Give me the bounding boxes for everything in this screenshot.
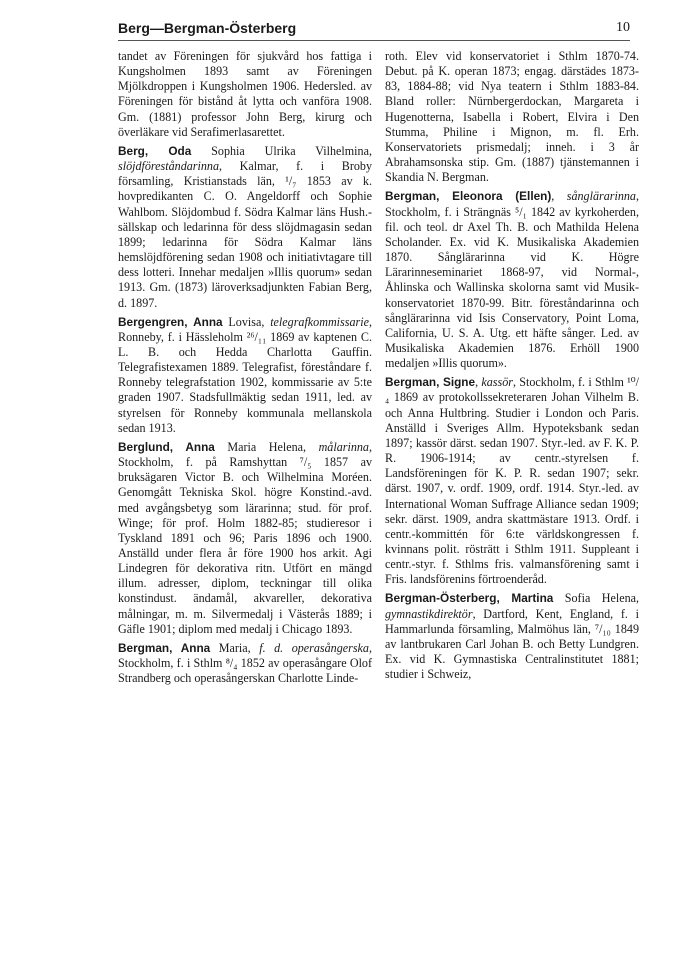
entry-occupation: sånglärarinna [566, 189, 636, 204]
entry-given-names: , [475, 375, 482, 390]
entry-body: , Stockholm, f. i Sthlm ⁸/₄ 1852 av operasångare Olof Strandberg och operasångerskan Charlotte Linde- [118, 640, 372, 686]
entry-given-names: Lovisa, [222, 314, 271, 329]
entry-occupation: telegrafkommissarie [270, 314, 369, 329]
entry-headword: Bergman, Eleonora (Ellen) [385, 189, 552, 204]
entry-occupation: målarinna [318, 439, 369, 454]
entry-given-names: Maria, [210, 640, 260, 655]
running-head [118, 20, 630, 41]
entry-body: , Ronneby, f. i Hässleholm ²⁶/₁₁ 1869 av kaptenen C. L. B. och Hedda Charlotta Gauffin. Telegrafistexamen 1889. Telegrafist, föreståndare f. Ronneby telegrafstation 1902, kommissarie av 5:te graden 1907. Stadsfullmäktig sedan 1911, led. av styrelsen för Ronneby kommunala mellanskola sedan 1913. [118, 314, 372, 435]
entry-cont-bergman-anna [385, 49, 639, 185]
entry-body: roth. Elev vid konservatoriet i Sthlm 1870-74. Debut. på K. operan 1873; engag. därstädes 1873-83, 1884-88; vid Nya teatern i Sthlm 1883-84. Bland roller: Nürnbergerdockan, Margareta i Hugenotterna, Isabella i Robert, Elvira i Den Stumma, Philine i Mignon, m. fl. Erh. Konservatoriets prismedalj; inneh. i 3 år Abrahamsonska stip. Gm. (1887) tjänstemannen i Skandia N. Bergman. [385, 49, 639, 185]
entry-berglund-anna [118, 440, 372, 637]
entry-headword: Berg, Oda [118, 143, 192, 158]
entry-bergman-osterberg-martina [385, 591, 639, 682]
entry-bergman-anna [118, 641, 372, 686]
entry-cont-berg [118, 49, 372, 140]
entry-given-names: , [551, 189, 567, 204]
entry-body: tandet av Föreningen för sjukvård hos fattiga i Kungsholmen 1893 samt av Föreningen Mjölkdroppen i Kungsholmen 1906. Hedersled. av Föreningen för bistånd åt lytta och vanföra 1908. Gm. (1881) professor John Berg, kirurg och överläkare vid Serafimerlasarettet. [118, 49, 372, 139]
entry-given-names: Maria Helena, [214, 439, 319, 454]
entry-occupation: kassör [481, 375, 513, 390]
entry-body: , Stockholm, f. på Ramshyttan ⁷/₅ 1857 av bruksägaren Victor B. och Wilhelmina Moréen. Genomgått Tekniska Skol. högre Konstind.-avd. med avgångsbetyg som lärarinna; stud. för prof. Winge; för prof. Holm 1882-85; studieresor i Tyskland 1891 och 96; Paris 1896 och 1900. Anställd under flera år före 1900 hos arkit. Agi Lindegren för dekorativa ritn. Utfört en mängd illum. adresser, diplom, teckningar till olika konstindust. ändamål, akvareller, dekorativa målningar, m. m. Silvermedalj i Västerås 1889; i Gäfle 1901; diplom med medalj i Chicago 1893. [118, 439, 372, 636]
entry-given-names: Sofia Helena, [553, 591, 640, 606]
entry-body: , Kalmar, f. i Broby församling, Kristianstads län, ¹/₇ 1853 av k. hovpredikanten C. O. Angeldorff och Sophie Wahlbom. Slöjdombud f. Södra Kalmar läns Hush.-sällskap och ledarinna för dess slöjdmagasin sedan 1899; ledarinna för Södra Kalmar läns hemslöjdförening sedan 1908 och initiativtagare till dess lotteri. Innehar medaljen »Illis quorum» sedan 1913. Gm. (1873) läroverksadjunkten Fabian Berg, d. 1897. [118, 159, 372, 310]
entry-body: , Stockholm, f. i Strängnäs ⁵/₁ 1842 av kyrkoherden, fil. och teol. dr Axel Th. B. och Mathilda Helena Scholander. Ex. vid K. Musikaliska Akademien 1870. Sånglärarinna vid K. Högre Lärarinneseminariet 1868-97, vid Normal-, Åhlinska och Wallinska skolorna samt vid Musik-konservatoriet 1870-99. Bitr. föreståndarinna och sånglärarinna vid Isis Conservatory, Point Loma, California, U. S. A. Utg. ett häfte sånger. Led. av Musikaliska Akademien 1876. Erhöll 1900 medaljen »Illis quorum». [385, 189, 639, 371]
entry-bergman-ellen [385, 189, 639, 371]
entry-given-names: Sophia Ulrika Vilhelmina, [191, 143, 372, 158]
entry-bergman-signe [385, 375, 639, 587]
entry-berg-oda [118, 144, 372, 311]
page-number: 10 [616, 20, 630, 35]
right-column [385, 49, 639, 682]
entry-headword: Berglund, Anna [118, 439, 215, 454]
entry-headword: Bergman, Signe [385, 375, 476, 390]
entry-headword: Bergengren, Anna [118, 314, 223, 329]
entry-body: , Dartford, Kent, England, f. i Hammarlunda församling, Malmöhus län, ⁷/₁₀ 1849 av lantbrukaren Carl Johan B. och Betty Lundgren. Ex. vid K. Gymnastiska Centralinstitutet 1881; studier i Schweiz, [385, 606, 639, 682]
entry-occupation: f. d. operasångerska [259, 640, 369, 655]
entry-headword: Bergman, Anna [118, 640, 211, 655]
left-column [118, 49, 372, 686]
entry-bergengren-anna [118, 315, 372, 436]
running-title: Berg—Bergman-Österberg [118, 20, 297, 36]
entry-occupation: gymnastikdirektör [385, 606, 473, 621]
entry-body: , Stockholm, f. i Sthlm ¹⁰/₄ 1869 av protokollssekreteraren Johan Vilhelm B. och Anna Hultbring. Studier i London och Paris. Anställd i Sveriges Allm. Hypoteksbank sedan 1897; kassör därst. sedan 1907. Styr.-led. av F. K. P. R. 1906-1914; av centr.-styrelsen f. Landsföreningen för K. P. R. sedan 1907; sekr. därst. 1907, v. ordf. 1909, ordf. 1914. Styr.-led. av International Woman Suffrage Alliance sedan 1909; sekr. därst. 1909, andra skattmästare 1913. Ordf. i centr.-kommittén för 6:te världskongressen f. kvinnans polit. rösträtt i Sthlm 1911. Suppleant i centr.-styr. f. Sthlms fris. valmansförening samt i Fris. landsförenins förtroenderåd. [385, 375, 640, 587]
entry-headword: Bergman-Österberg, Martina [385, 591, 554, 606]
entry-occupation: slöjdföreståndarinna [118, 159, 220, 174]
